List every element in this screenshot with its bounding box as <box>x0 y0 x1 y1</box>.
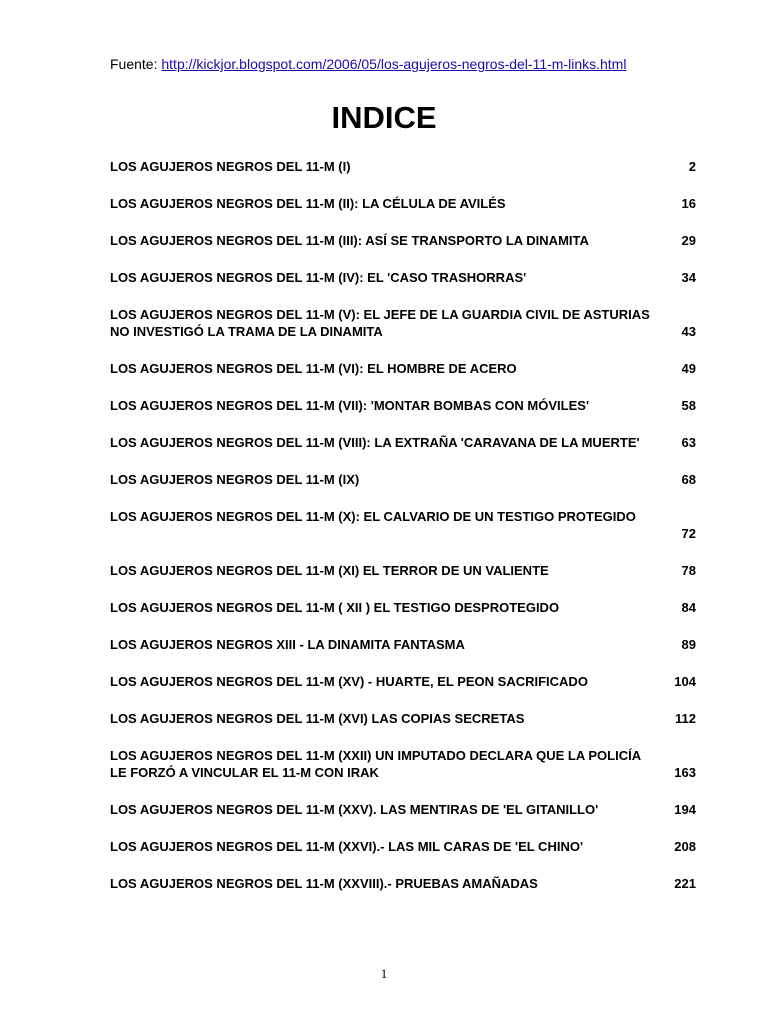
toc-entry-page: 72 <box>681 526 696 541</box>
toc-entry-page: 84 <box>681 600 696 615</box>
toc-entry-title: LOS AGUJEROS NEGROS DEL 11-M ( XII ) EL TESTIGO DESPROTEGIDO <box>110 600 560 615</box>
toc-entry-page: 16 <box>681 196 696 211</box>
toc-entry[interactable] <box>110 838 696 855</box>
toc-entry-title: LOS AGUJEROS NEGROS DEL 11-M (IV): EL 'CASO TRASHORRAS' <box>110 270 527 285</box>
toc-entry[interactable] <box>110 471 696 488</box>
source-label: Fuente: <box>110 56 162 72</box>
toc-entry-page: 221 <box>674 876 696 891</box>
toc-entry-title: LOS AGUJEROS NEGROS DEL 11-M (II): LA CÉLULA DE AVILÉS <box>110 196 506 211</box>
toc-entry[interactable] <box>110 508 696 542</box>
toc-entry[interactable] <box>110 360 696 377</box>
toc-entry-title: LOS AGUJEROS NEGROS DEL 11-M (XXVIII).- PRUEBAS AMAÑADAS <box>110 876 538 891</box>
toc-entry[interactable] <box>110 747 696 781</box>
toc-entry[interactable] <box>110 801 696 818</box>
toc-entry-page: 58 <box>681 398 696 413</box>
toc-entry[interactable] <box>110 195 696 212</box>
toc-entry-title: LOS AGUJEROS NEGROS DEL 11-M (XVI) LAS COPIAS SECRETAS <box>110 711 525 726</box>
toc-entry-page: 34 <box>681 270 696 285</box>
toc-entry[interactable] <box>110 306 696 340</box>
source-link[interactable]: http://kickjor.blogspot.com/2006/05/los-agujeros-negros-del-11-m-links.html <box>161 56 627 72</box>
toc-entry-title: LOS AGUJEROS NEGROS DEL 11-M (VI): EL HOMBRE DE ACERO <box>110 361 517 376</box>
page-title: INDICE <box>331 100 437 135</box>
toc-entry-page: 29 <box>681 233 696 248</box>
toc-entry-title: LOS AGUJEROS NEGROS DEL 11-M (X): EL CALVARIO DE UN TESTIGO PROTEGIDO <box>110 509 636 524</box>
source-line <box>110 56 626 72</box>
toc-entry-page: 78 <box>681 563 696 578</box>
toc-entry-page: 163 <box>674 765 696 780</box>
toc-entry[interactable] <box>110 434 696 451</box>
toc-entry-page: 112 <box>675 711 696 726</box>
toc-entry[interactable] <box>110 636 696 653</box>
toc-entry-title: LOS AGUJEROS NEGROS DEL 11-M (I) <box>110 159 351 174</box>
toc-entry-page: 68 <box>681 472 696 487</box>
toc-entry-title: LOS AGUJEROS NEGROS DEL 11-M (VIII): LA EXTRAÑA 'CARAVANA DE LA MUERTE' <box>110 435 640 450</box>
toc-entry-page: 89 <box>681 637 696 652</box>
toc-entry-title: LOS AGUJEROS NEGROS XIII - LA DINAMITA FANTASMA <box>110 637 465 652</box>
toc-entry-page: 43 <box>681 324 696 339</box>
toc-entry-title: LOS AGUJEROS NEGROS DEL 11-M (V): EL JEFE DE LA GUARDIA CIVIL DE ASTURIAS NO INVESTIGÓ LA TRAMA DE LA DINAMITA <box>110 307 650 339</box>
toc-entry[interactable] <box>110 269 696 286</box>
toc-entry-page: 63 <box>681 435 696 450</box>
toc-entry-title: LOS AGUJEROS NEGROS DEL 11-M (III): ASÍ SE TRANSPORTO LA DINAMITA <box>110 233 589 248</box>
toc-entry[interactable] <box>110 158 696 175</box>
toc-entry-page: 104 <box>674 674 696 689</box>
page-number: 1 <box>380 966 388 981</box>
toc-entry-title: LOS AGUJEROS NEGROS DEL 11-M (XI) EL TERROR DE UN VALIENTE <box>110 563 549 578</box>
toc-entry-page: 49 <box>681 361 696 376</box>
toc-entry-title: LOS AGUJEROS NEGROS DEL 11-M (XV) - HUARTE, EL PEON SACRIFICADO <box>110 674 588 689</box>
toc-entry[interactable] <box>110 562 696 579</box>
toc-entry-title: LOS AGUJEROS NEGROS DEL 11-M (VII): 'MONTAR BOMBAS CON MÓVILES' <box>110 398 590 413</box>
toc-entry-page: 194 <box>674 802 696 817</box>
toc-entry-title: LOS AGUJEROS NEGROS DEL 11-M (XXVI).- LAS MIL CARAS DE 'EL CHINO' <box>110 839 584 854</box>
toc-entry[interactable] <box>110 710 696 727</box>
toc-entry-title: LOS AGUJEROS NEGROS DEL 11-M (XXV). LAS MENTIRAS DE 'EL GITANILLO' <box>110 802 599 817</box>
toc-entry[interactable] <box>110 599 696 616</box>
toc-entry[interactable] <box>110 397 696 414</box>
toc-entry[interactable] <box>110 875 696 892</box>
toc-entry[interactable] <box>110 673 696 690</box>
toc-entry-page: 208 <box>674 839 696 854</box>
toc-entry-title: LOS AGUJEROS NEGROS DEL 11-M (IX) <box>110 472 360 487</box>
toc-entry-title: LOS AGUJEROS NEGROS DEL 11-M (XXII) UN IMPUTADO DECLARA QUE LA POLICÍA LE FORZÓ A VINCULAR EL 11-M CON IRAK <box>110 748 641 780</box>
toc-entry-page: 2 <box>688 159 696 174</box>
table-of-contents <box>110 158 696 912</box>
toc-entry[interactable] <box>110 232 696 249</box>
